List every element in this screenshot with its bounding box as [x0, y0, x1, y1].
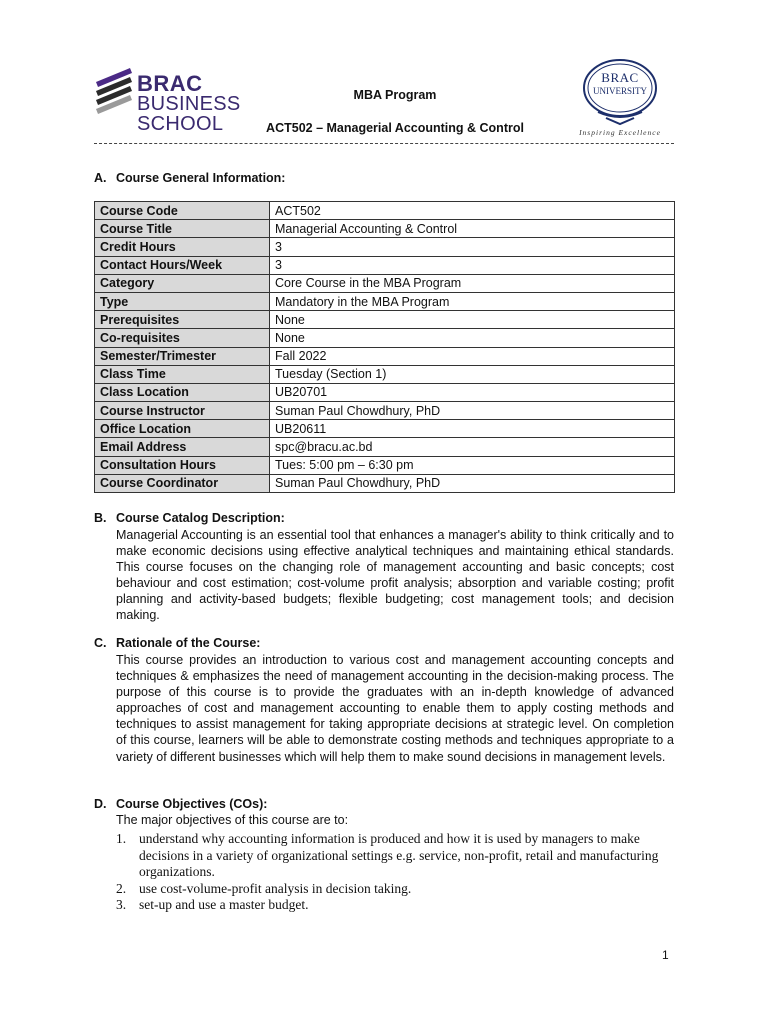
field-value: Suman Paul Chowdhury, PhD — [270, 402, 675, 420]
table-row — [95, 329, 675, 347]
page-number: 1 — [662, 948, 669, 962]
field-label: Email Address — [95, 438, 270, 456]
university-motto: Inspiring Excellence — [579, 128, 661, 137]
field-label: Contact Hours/Week — [95, 256, 270, 274]
table-row — [95, 383, 675, 401]
field-value: Suman Paul Chowdhury, PhD — [270, 474, 675, 492]
university-logo-line-2: UNIVERSITY — [593, 86, 647, 96]
program-title: MBA Program — [353, 88, 437, 102]
field-value: Tues: 5:00 pm – 6:30 pm — [270, 456, 675, 474]
objective-item — [116, 881, 676, 898]
objective-number: 3. — [116, 897, 127, 912]
catalog-description: Managerial Accounting is an essential tool that enhances a manager's ability to think critically and to make economic decisions using effective analytical techniques and maintaining ethical standards. This course focuses on the changing role of management accounting and basic concepts; cost behaviour and cost estimation; cost-volume profit analysis; absorption and variable costing; profit planning and activity-based budgets; flexible budgeting; cost management tools; and decision making. — [116, 528, 674, 623]
table-row — [95, 456, 675, 474]
field-label: Office Location — [95, 420, 270, 438]
table-row — [95, 220, 675, 238]
table-row — [95, 347, 675, 365]
field-value: Managerial Accounting & Control — [270, 220, 675, 238]
field-label: Consultation Hours — [95, 456, 270, 474]
section-b-title: Course Catalog Description: — [116, 511, 285, 525]
objective-text: set-up and use a master budget. — [139, 897, 309, 912]
section-c-letter: C. — [94, 636, 107, 650]
section-c-title: Rationale of the Course: — [116, 636, 261, 650]
objective-item — [116, 897, 676, 914]
section-d-letter: D. — [94, 797, 107, 811]
field-label: Prerequisites — [95, 311, 270, 329]
objective-text: understand why accounting information is produced and how it is used by managers to make decisions in a variety of organizational settings e.g. service, non-profit, retail and manufacturing organizations. — [139, 831, 659, 879]
table-row — [95, 292, 675, 310]
field-label: Semester/Trimester — [95, 347, 270, 365]
table-row — [95, 474, 675, 492]
field-label: Category — [95, 274, 270, 292]
section-d-title: Course Objectives (COs): — [116, 797, 268, 811]
objective-number: 1. — [116, 831, 127, 846]
table-row — [95, 274, 675, 292]
field-label: Course Code — [95, 202, 270, 220]
field-label: Class Time — [95, 365, 270, 383]
objective-text: use cost-volume-profit analysis in decision taking. — [139, 880, 412, 896]
course-heading: ACT502 – Managerial Accounting & Control — [266, 121, 524, 135]
table-row — [95, 238, 675, 256]
field-label: Credit Hours — [95, 238, 270, 256]
section-a-title: Course General Information: — [116, 171, 286, 185]
university-logo-line-1: BRAC — [601, 70, 639, 85]
objective-item — [116, 831, 676, 881]
field-value: Mandatory in the MBA Program — [270, 292, 675, 310]
field-label: Class Location — [95, 383, 270, 401]
field-label: Co-requisites — [95, 329, 270, 347]
field-value: Core Course in the MBA Program — [270, 274, 675, 292]
header-divider — [94, 143, 674, 144]
logo-line-2: BUSINESS — [137, 93, 241, 115]
field-label: Course Title — [95, 220, 270, 238]
course-rationale: This course provides an introduction to various cost and management accounting concepts and techniques & emphasizes the need of management accounting in the decision-making process. The purpose of this course is to provide the graduates with an in-depth knowledge of advanced approaches of cost and management accounting to enable them to apply costing methods and techniques to assist management for taking appropriate decisions at strategic level. On completion of this course, learners will be able to demonstrate costing methods and techniques appropriate to a variety of different businesses which will help them to make sound decisions in management levels. — [116, 653, 674, 764]
section-a-heading — [94, 171, 285, 185]
table-row — [95, 365, 675, 383]
section-c-heading — [94, 636, 260, 650]
field-value: None — [270, 311, 675, 329]
field-label: Course Instructor — [95, 402, 270, 420]
field-value: spc@bracu.ac.bd — [270, 438, 675, 456]
field-value: None — [270, 329, 675, 347]
table-row — [95, 420, 675, 438]
table-row — [95, 438, 675, 456]
field-label: Type — [95, 292, 270, 310]
table-row — [95, 402, 675, 420]
field-value: 3 — [270, 238, 675, 256]
table-row — [95, 202, 675, 220]
field-value: UB20611 — [270, 420, 675, 438]
field-value: UB20701 — [270, 383, 675, 401]
objectives-list — [116, 831, 676, 914]
brac-university-logo — [568, 58, 672, 140]
section-a-letter: A. — [94, 171, 107, 185]
objective-number: 2. — [116, 880, 127, 896]
field-value: Tuesday (Section 1) — [270, 365, 675, 383]
section-b-heading — [94, 511, 285, 525]
table-row — [95, 256, 675, 274]
field-label: Course Coordinator — [95, 474, 270, 492]
course-info-table — [94, 201, 675, 493]
logo-line-3: SCHOOL — [137, 113, 224, 135]
table-row — [95, 311, 675, 329]
section-b-letter: B. — [94, 511, 107, 525]
brac-business-school-logo — [94, 64, 254, 142]
objectives-intro: The major objectives of this course are to: — [116, 813, 349, 827]
section-d-heading — [94, 797, 267, 811]
logo-line-1: BRAC — [137, 71, 203, 96]
field-value: 3 — [270, 256, 675, 274]
field-value: Fall 2022 — [270, 347, 675, 365]
field-value: ACT502 — [270, 202, 675, 220]
logo-stripes-icon — [94, 64, 138, 124]
